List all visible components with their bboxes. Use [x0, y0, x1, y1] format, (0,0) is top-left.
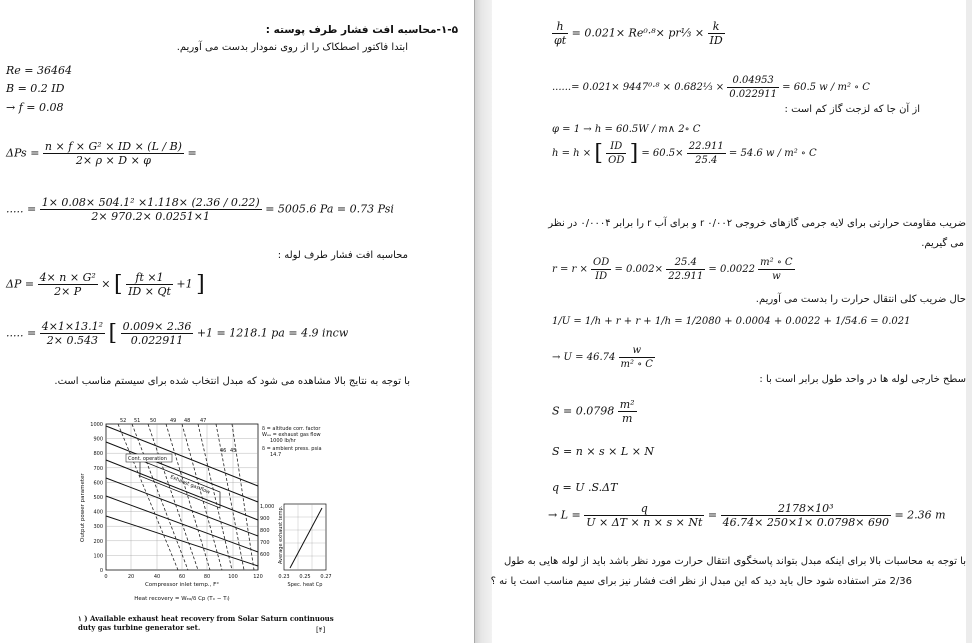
- svg-text:800: 800: [260, 528, 270, 534]
- h-ratio-lhs-num: h: [552, 20, 568, 34]
- exhaust-temp-axis: [258, 486, 274, 570]
- rdo-num: OD: [593, 257, 610, 268]
- x-axis-label: Compressor inlet temp., F°: [144, 582, 220, 588]
- dpt-calc-inner-numerator: 0.009× 2.36: [122, 320, 192, 333]
- figure-legend: [262, 426, 322, 458]
- svg-text:1,000: 1,000: [260, 504, 275, 510]
- external-area-note: سطح خارجی لوله ها در واحد طول برابر است با :: [759, 374, 966, 385]
- ud-equation: 1/U = 1/h + r + r + 1/h = 1/2080 + 0.0004 + 0.0022 + 1/54.6 = 0.021: [552, 316, 911, 327]
- dpt-denominator: 2× P: [54, 285, 82, 298]
- low-viscosity-note: از آن جا که لزجت گاز کم است :: [784, 104, 920, 115]
- svg-text:120: 120: [253, 574, 263, 580]
- cont-operation-label: Cont. operation: [128, 456, 167, 462]
- right-document-page: [492, 0, 972, 643]
- fouling-text-2: می گیریم.: [921, 238, 964, 249]
- hio-den-2: 25.4: [695, 155, 718, 166]
- svg-text:20: 20: [127, 574, 135, 580]
- rdo-den: ID: [595, 271, 608, 282]
- svg-text:800: 800: [93, 451, 103, 458]
- left-bracket: [: [113, 272, 123, 297]
- h-calc-result: = 60.5 w / m² ∘ C: [782, 82, 870, 93]
- dpt-inner-numerator: ft ×1: [126, 271, 173, 285]
- svg-text:100: 100: [93, 553, 103, 560]
- h-ratio-lhs: [552, 20, 568, 47]
- length-fraction-2: [721, 502, 891, 529]
- cp-axis-ticks: [278, 574, 331, 580]
- calc-left-bracket: [: [108, 321, 118, 346]
- x-axis-ticks: [104, 574, 262, 580]
- hio-result: = 54.6 w / m² ∘ C: [728, 148, 817, 159]
- hio-equation: [552, 140, 817, 167]
- svg-text:700: 700: [260, 540, 270, 546]
- heat-recovery-formula: Heat recovery = Wₑₐ/δ Cp (Tₓ − Tᵢ): [134, 596, 230, 602]
- dps-calc-fraction: [40, 196, 262, 223]
- svg-text:600: 600: [260, 552, 270, 558]
- hio-den: OD: [608, 155, 625, 166]
- so-unit-den: m: [621, 412, 633, 425]
- so-unit: [618, 398, 637, 425]
- rdo-result-lead: = 0.0022: [708, 264, 755, 275]
- so-unit-num: m²: [619, 398, 635, 411]
- rdo-unit: [758, 256, 794, 283]
- rdo-lhs: r = r ×: [552, 264, 588, 275]
- h-calc-fraction: [727, 74, 779, 101]
- svg-text:1000: 1000: [90, 422, 103, 428]
- dps-calculation: [6, 196, 394, 223]
- hio-num: ID: [606, 140, 626, 154]
- ud-result: [552, 344, 655, 371]
- ud-unit-den: m² ∘ C: [620, 359, 653, 370]
- intro-text: ابتدا فاکتور اصطکاک را از روی نمودار بدست می آوریم.: [176, 42, 408, 53]
- dpt-calc-numerator: 4×1×13.1²: [41, 320, 104, 333]
- length-num-2: 2178×10³: [721, 502, 891, 516]
- svg-text:50: 50: [150, 418, 157, 424]
- vertical-scrollbar[interactable]: [966, 0, 972, 643]
- dps-calc-numerator: 1× 0.08× 504.1² ×1.118× (2.36 / 0.22): [41, 196, 260, 209]
- svg-text:1000 lb/hr: 1000 lb/hr: [270, 438, 296, 444]
- hio-num-2: 22.911: [688, 141, 724, 152]
- dpt-calc-inner-fraction: [121, 320, 194, 347]
- y-axis-ticks: [90, 422, 103, 574]
- dps-calc-denominator: 2× 970.2× 0.0251×1: [91, 210, 211, 223]
- svg-text:51: 51: [134, 418, 141, 424]
- h-calc-lead: ......= 0.021× 9447⁰·⁸ × 0.682⅓ ×: [552, 82, 725, 93]
- h-ratio-rhs-den: ID: [709, 34, 723, 47]
- hio-left-bracket: [: [594, 141, 603, 166]
- overall-coefficient-note: حال ضریب کلی انتقال حرارت را بدست می آوریم.: [755, 294, 966, 305]
- svg-text:14.7: 14.7: [270, 452, 282, 458]
- s-equation: S = n × s × L × N: [552, 445, 655, 458]
- ud-result-value: → U = 46.74: [552, 352, 616, 363]
- hio-fraction: [606, 140, 626, 167]
- dpt-calc-fraction: [40, 320, 105, 347]
- rdo-den-2: 22.911: [668, 271, 704, 282]
- cp-subplot-frame: [284, 504, 326, 570]
- svg-text:48: 48: [184, 418, 191, 424]
- length-equals: =: [707, 508, 718, 522]
- svg-text:900: 900: [93, 436, 103, 443]
- rdo-mid: = 0.002×: [614, 264, 664, 275]
- dpt-inner-denominator: ID × Qt: [128, 285, 171, 298]
- b-line: B = 0.2 ID: [6, 82, 65, 95]
- h-ratio-rhs-num: k: [708, 20, 725, 34]
- svg-text:100: 100: [228, 574, 238, 580]
- figure-page-ref: [۴]: [316, 626, 326, 634]
- re-line: Re = 36464: [6, 64, 72, 77]
- q-equation: q = U .S.ΔT: [552, 481, 618, 494]
- dpt-fraction: [38, 271, 98, 298]
- svg-text:600: 600: [93, 480, 103, 487]
- exhaust-temp-label: Average exhaust temp.: [278, 505, 284, 564]
- dps-tail: =: [187, 146, 197, 160]
- rdo-unit-num: m² ∘ C: [760, 257, 793, 268]
- so-equation: [552, 398, 637, 425]
- ud-unit: [619, 344, 655, 371]
- svg-text:200: 200: [93, 538, 103, 545]
- svg-text:Wₑₐ = exhaust gas flow: Wₑₐ = exhaust gas flow: [262, 432, 321, 438]
- dpt-calc-inner-denominator: 0.022911: [130, 334, 184, 347]
- dpt-equation: [6, 271, 205, 298]
- h-ratio-rhs: [708, 20, 725, 47]
- svg-text:δ = ambient press. psia: δ = ambient press. psia: [262, 446, 322, 452]
- svg-text:0.25: 0.25: [299, 574, 311, 580]
- h-ratio-mid: = 0.021× Re⁰·⁸× pr⅓ ×: [571, 26, 705, 40]
- svg-text:δ = altitude corr. factor: δ = altitude corr. factor: [262, 426, 321, 432]
- length-num: q: [584, 502, 704, 516]
- cp-axis-label: Spec. heat Cp: [287, 582, 323, 588]
- dps-numerator: n × f × G² × ID × (L / B): [44, 140, 182, 153]
- page-gutter: [474, 0, 492, 643]
- dpt-times: ×: [101, 277, 111, 291]
- dps-denominator: 2× ρ × D × φ: [75, 154, 151, 167]
- dpt-calc-lead: ..... =: [6, 326, 37, 340]
- ud-unit-num: w: [619, 344, 655, 358]
- exhaust-heat-recovery-figure: [70, 412, 340, 638]
- phi-line: φ = 1 → h = 60.5W / m∧ 2∘ C: [552, 124, 701, 135]
- dps-calc-result: = 5005.6 Pa = 0.73 Psi: [265, 202, 394, 216]
- hio-mid: = 60.5×: [641, 148, 684, 159]
- dps-fraction: [43, 140, 184, 167]
- dpt-plus: +1: [176, 277, 193, 291]
- h-ratio-equation: [552, 20, 725, 47]
- svg-text:80: 80: [203, 574, 211, 580]
- fouling-text: ضریب مقاومت حرارتی برای لایه جرمی گازهای خروجی r ۰/۰۰۲ و برای آب r را برابر ۰/۰۰۰۴ در نظر: [548, 218, 966, 229]
- final-text: با توجه به محاسبات بالا برای اینکه مبدل بتواند پاسخگوی انتقال حرارت مورد نظر باشد باید از لوله هایی به طول: [503, 556, 966, 567]
- length-fraction: [584, 502, 704, 529]
- hio-fraction-2: [687, 140, 726, 167]
- hio-lhs: h = h ×: [552, 148, 592, 159]
- dpt-lhs: ΔP =: [6, 277, 35, 291]
- exhaust-flow-label: Exhaust gas flow: [169, 474, 211, 496]
- svg-text:40: 40: [153, 574, 161, 580]
- y-axis-label: Output power parameter: [80, 473, 86, 542]
- dpt-numerator: 4× n × G²: [39, 271, 96, 284]
- svg-text:900: 900: [260, 516, 270, 522]
- rdo-unit-den: w: [772, 271, 781, 282]
- conclusion-text: با توجه به نتایج بالا مشاهده می شود که مبدل انتخاب شده برای سیستم مناسب است.: [54, 376, 410, 387]
- length-den-2: 46.74× 250×1× 0.0798× 690: [722, 516, 889, 529]
- rdo-num-2: 25.4: [666, 256, 705, 270]
- svg-text:52: 52: [120, 418, 127, 424]
- dpt-inner-fraction: [126, 271, 173, 298]
- svg-text:300: 300: [93, 524, 103, 531]
- svg-text:0: 0: [99, 568, 103, 574]
- svg-text:400: 400: [93, 509, 103, 516]
- figure-caption-text: ۱ ) Available exhaust heat recovery from Solar Saturn continuous duty gas turbine generator set.: [78, 614, 334, 632]
- dpt-calc-denominator: 2× 0.543: [46, 334, 98, 347]
- svg-text:0: 0: [104, 574, 108, 580]
- dpt-calculation: [6, 320, 348, 347]
- length-result: = 2.36 m: [894, 508, 946, 522]
- h-calc-den: 0.022911: [729, 89, 777, 100]
- shell-side-pressure-drop-heading: ۱-۵-محاسبه افت فشار طرف پوسته :: [265, 24, 458, 36]
- svg-text:700: 700: [93, 465, 103, 472]
- svg-text:60: 60: [178, 574, 186, 580]
- hio-right-bracket: ]: [629, 141, 639, 166]
- rdo-equation: [552, 256, 795, 283]
- left-document-page: [0, 0, 474, 643]
- rdo-fraction: [591, 256, 611, 283]
- dps-calc-lead: ..... =: [6, 202, 37, 216]
- cp-subplot-grid: [284, 504, 326, 570]
- so-value: S = 0.0798: [552, 404, 615, 418]
- svg-text:500: 500: [93, 495, 103, 501]
- final-text-2: 2/36 متر استفاده شود حال باید دید که این مبدل از نظر افت فشار نیز برای سیم مناسب است یا نه ؟: [490, 576, 912, 587]
- tube-side-heading: محاسبه افت فشار طرف لوله :: [277, 250, 408, 261]
- dps-lhs: ΔPs =: [6, 146, 40, 160]
- svg-text:0.23: 0.23: [278, 574, 290, 580]
- h-ratio-lhs-den: φt: [554, 34, 567, 47]
- figure-caption: [78, 614, 340, 632]
- length-lead: → L =: [548, 508, 581, 522]
- right-bracket: ]: [196, 272, 205, 297]
- fs-line: → f = 0.08: [6, 101, 64, 114]
- dps-equation: [6, 140, 197, 167]
- svg-text:49: 49: [170, 418, 177, 424]
- rdo-fraction-2: [666, 256, 705, 283]
- curve-label-45: 45: [230, 448, 237, 454]
- svg-text:47: 47: [200, 418, 207, 424]
- curve-label-46: 46: [220, 448, 227, 454]
- top-curve-labels: [120, 418, 206, 424]
- dpt-calc-result: +1 = 1218.1 pa = 4.9 incw: [196, 326, 349, 340]
- h-calc-equation: [552, 74, 870, 101]
- svg-text:0.27: 0.27: [320, 574, 332, 580]
- length-equation: [548, 502, 946, 529]
- length-den: U × ΔT × n × s × Nt: [586, 516, 703, 529]
- h-calc-num: 0.04953: [727, 74, 779, 88]
